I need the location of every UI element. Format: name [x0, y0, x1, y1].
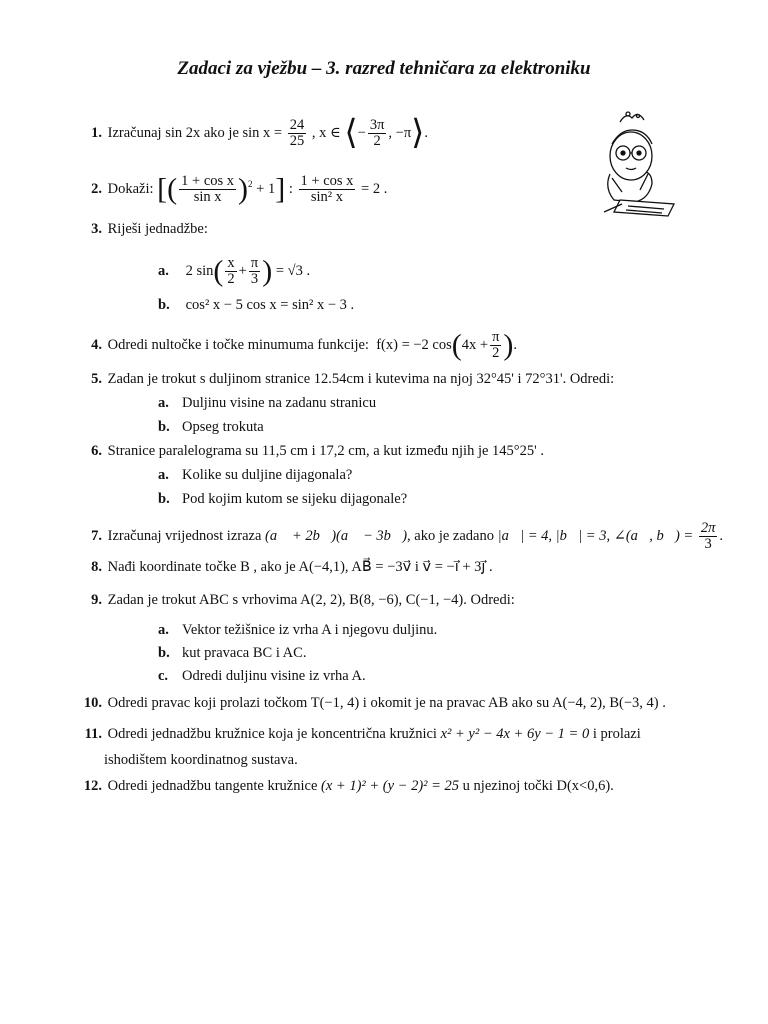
- subitem-label: a.: [158, 395, 169, 411]
- problem-number: 3.: [91, 221, 102, 237]
- problem-text: Stranice paralelograma su 11,5 cm i 17,2 cm, a kut između njih je 145°25' .: [107, 443, 544, 459]
- problem-text: i okomit je na pravac AB ako su: [362, 695, 550, 711]
- thinking-student-icon: [598, 108, 680, 220]
- problem-number: 2.: [91, 180, 102, 197]
- problem-number: 5.: [91, 371, 102, 387]
- math-expression: = √3 .: [275, 262, 311, 279]
- problem-number: 8.: [91, 559, 102, 575]
- problem-5b: b. Opseg trokuta: [158, 419, 264, 435]
- fraction: $\frac{\text{1 + cos x}}{\text{sin² x}}$: [300, 173, 354, 205]
- problem-11-continuation: [104, 751, 298, 769]
- math-expression: A(−4,1), AB⃗ = −3v⃗ i v⃗ = −i⃗ + 3j⃗ .: [298, 559, 493, 575]
- problem-text: Odredi pravac koji prolazi točkom: [107, 695, 308, 711]
- problem-number: 6.: [91, 443, 102, 459]
- problem-9: 9. Zadan je trokut ABC s vrhovima A(2, 2), B(8, −6), C(−1, −4). Odredi:: [78, 591, 515, 609]
- math-expression: sin 2x: [165, 124, 201, 141]
- fraction: $\frac{2\pi}{3}$: [700, 520, 716, 552]
- problem-text: ishodištem koordinatnog sustava.: [104, 752, 298, 768]
- math-expression: |a⃗| = 4, |b⃗| = 3, ∠(a⃗, b⃗) =: [497, 527, 694, 544]
- problem-3: [78, 220, 208, 238]
- math-expression: , x ∈: [311, 124, 341, 141]
- math-expression: (x + 1)² + (y − 2)² = 25: [321, 778, 460, 794]
- math-expression: = 2 .: [361, 180, 388, 197]
- problem-4: 4. Odredi nultočke i točke minumuma funkcije: f(x) = −2 cos(4x + $\frac{\pi}{2}$ ).: [78, 330, 517, 361]
- problem-2: 2. Dokaži: [( $\frac{\text{1 + cos x}}{\text{sin x}}$ )$^2$ + 1] : $\frac{\text{1 + cos x}}{\text{sin² x}}$ = 2 .: [78, 174, 387, 205]
- math-expression: A(−4, 2), B(−3, 4) .: [552, 695, 666, 711]
- fraction: $\frac{3\pi}{2}$: [369, 117, 385, 149]
- math-expression: cos² x − 5 cos x = sin² x − 3 .: [185, 297, 355, 313]
- problem-text: Odredi nultočke i točke minumuma funkcije:: [107, 336, 369, 353]
- fraction: $\frac{\pi}{3}$: [250, 255, 259, 287]
- problem-10: [78, 694, 666, 712]
- math-expression: , −π: [388, 124, 412, 141]
- problem-text: Zadan je trokut s duljinom stranice 12.54cm i kutevima na njoj 32°45' i 72°31'. Odredi:: [107, 371, 615, 387]
- subitem-label: b.: [158, 491, 170, 507]
- problem-8: [78, 558, 493, 576]
- math-expression: sin x =: [242, 124, 283, 141]
- problem-number: 12.: [83, 778, 102, 794]
- problem-6a: a. Kolike su duljine dijagonala?: [158, 467, 353, 483]
- problem-text: Izračunaj vrijednost izraza: [107, 527, 262, 544]
- subitem-label: b.: [158, 419, 170, 435]
- subitem-label: c.: [158, 668, 169, 684]
- subitem-label: a.: [158, 262, 169, 279]
- problem-9b: b. kut pravaca BC i AC.: [158, 645, 307, 661]
- math-expression: (a⃗ + 2b⃗)(a⃗ − 3b⃗): [265, 527, 408, 544]
- problem-text: Odredi jednadžbu tangente kružnice: [107, 778, 318, 794]
- problem-text: Odredi jednadžbu kružnice koja je koncentrična kružnici: [107, 726, 437, 742]
- problem-1: 1. Izračunaj sin 2x ako je sin x = $\frac{24}{25}$ , x ∈ ⟨− $\frac{3\pi}{2}$ , −π⟩.: [78, 118, 428, 149]
- problem-text: Dokaži:: [107, 180, 154, 197]
- math-expression: 4x +: [461, 336, 489, 353]
- problem-3b: [158, 296, 354, 314]
- problem-text: Riješi jednadžbe:: [107, 221, 208, 237]
- problem-text: ako je: [203, 124, 239, 141]
- problem-number: 7.: [91, 527, 102, 544]
- problem-6b: b. Pod kojim kutom se sijeku dijagonale?: [158, 491, 408, 507]
- problem-6: [78, 442, 544, 460]
- subitem-label: b.: [158, 297, 170, 313]
- subitem-label: b.: [158, 645, 170, 661]
- problem-text: Zadan je trokut ABC s vrhovima: [107, 592, 298, 608]
- math-expression: x² + y² − 4x + 6y − 1 = 0: [440, 726, 590, 742]
- fraction: $\frac{\text{1 + cos x}}{\text{sin x}}$: [181, 173, 235, 205]
- problem-number: 9.: [91, 592, 102, 608]
- problem-text: Nađi koordinate točke B , ako je: [107, 559, 296, 575]
- math-expression: 2 sin: [185, 262, 214, 279]
- problem-9a: a. Vektor težišnice iz vrha A i njegovu duljinu.: [158, 622, 438, 638]
- subitem-label: a.: [158, 622, 169, 638]
- subitem-label: a.: [158, 467, 169, 483]
- fraction: $\frac{x}{2}$: [227, 255, 235, 287]
- problem-5a: a. Duljinu visine na zadanu stranicu: [158, 395, 377, 411]
- math-expression: + 1: [256, 180, 276, 197]
- problem-9c: c. Odredi duljinu visine iz vrha A.: [158, 668, 366, 684]
- problem-5: [78, 370, 614, 388]
- math-expression: f(x) = −2 cos: [376, 336, 452, 353]
- problem-3a: a. 2 sin( $\frac{x}{2}$ + $\frac{\pi}{3}$ ) = √3 .: [158, 254, 311, 288]
- problem-7: 7. Izračunaj vrijednost izraza (a⃗ + 2b⃗)(a⃗ − 3b⃗), ako je zadano |a⃗| = 4, |b⃗| = 3, ∠(a⃗, b⃗) = $\frac{2\pi}{3}$ .: [78, 521, 723, 552]
- page-title: Zadaci za vježbu – 3. razred tehničara za elektroniku: [177, 58, 591, 79]
- problem-12: 12. Odredi jednadžbu tangente kružnice (x + 1)² + (y − 2)² = 25 u njezinoj točki D(x<0,6).: [78, 777, 614, 795]
- fraction: $\frac{24}{25}$: [289, 117, 305, 149]
- math-expression: T(−1, 4): [310, 695, 360, 711]
- problem-11: 11. Odredi jednadžbu kružnice koja je koncentrična kružnici x² + y² − 4x + 6y − 1 = 0 i prolazi: [78, 725, 641, 743]
- problem-number: 4.: [91, 336, 102, 353]
- problem-text: Izračunaj: [107, 124, 162, 141]
- problem-number: 11.: [84, 726, 102, 742]
- fraction: $\frac{\pi}{2}$: [492, 329, 500, 361]
- math-expression: A(2, 2), B(8, −6), C(−1, −4): [300, 592, 464, 608]
- problem-number: 1.: [91, 124, 102, 141]
- problem-number: 10.: [83, 695, 102, 711]
